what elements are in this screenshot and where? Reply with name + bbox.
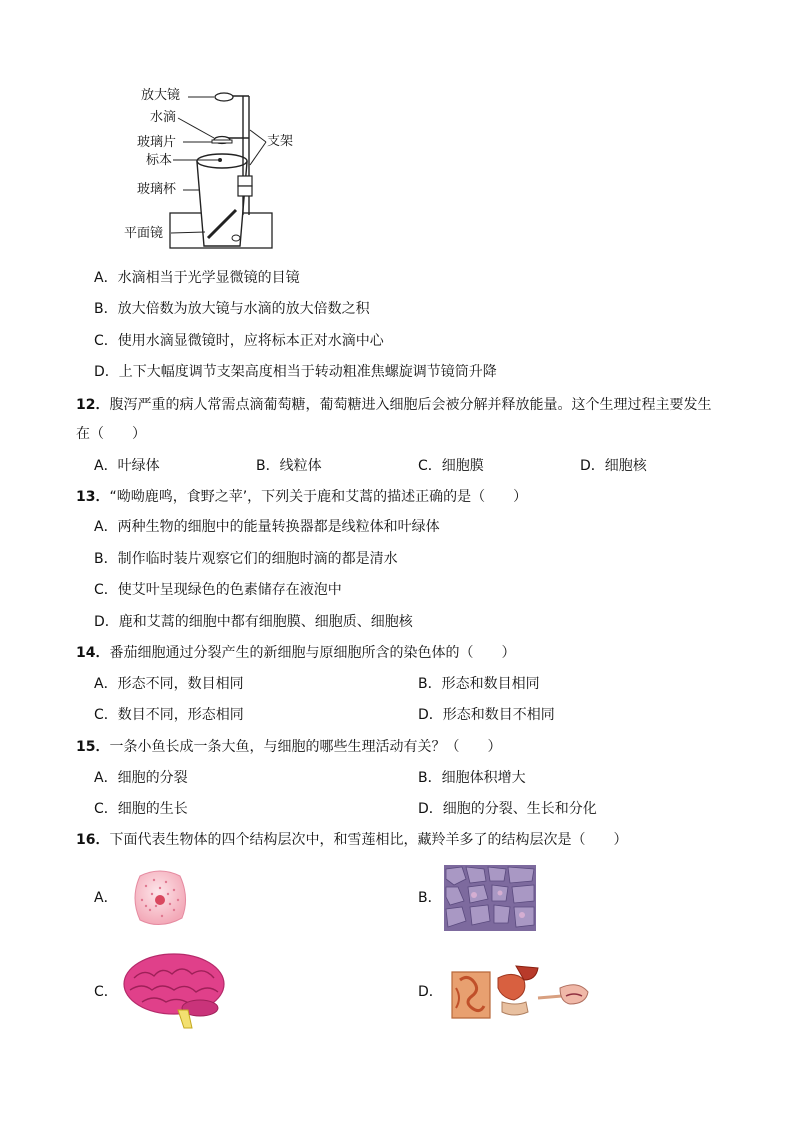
q13-option-d: D．鹿和艾蒿的细胞中都有细胞膜、细胞质、细胞核 bbox=[94, 614, 413, 630]
q16-option-d-label: D． bbox=[418, 984, 443, 1000]
q11-option-a: A．水滴相当于光学显微镜的目镜 bbox=[94, 270, 300, 286]
microscope-diagram bbox=[0, 0, 794, 260]
q12-option-c: C．细胞膜 bbox=[418, 458, 484, 474]
label-specimen: 标本 bbox=[146, 153, 173, 168]
q11-option-d: D．上下大幅度调节支架高度相当于转动粗准焦螺旋调节镜筒升降 bbox=[94, 364, 497, 380]
q13-option-a: A．两种生物的细胞中的能量转换器都是线粒体和叶绿体 bbox=[94, 519, 440, 535]
q14-number: 14． bbox=[76, 645, 110, 661]
label-glass-cup: 玻璃杯 bbox=[137, 182, 177, 197]
q13-stem bbox=[76, 487, 527, 507]
q12-text-line1: 腹泻严重的病人常需点滴葡萄糖，葡萄糖进入细胞后会被分解并释放能量。这个生理过程主要发生 bbox=[109, 397, 712, 413]
q11-option-c: C．使用水滴显微镜时，应将标本正对水滴中心 bbox=[94, 333, 384, 349]
q14-option-d: D．形态和数目不相同 bbox=[418, 707, 555, 723]
cell-image bbox=[128, 866, 192, 930]
q12-option-b: B．线粒体 bbox=[256, 458, 322, 474]
q14-text: 番茄细胞通过分裂产生的新细胞与原细胞所含的染色体的（ ） bbox=[109, 645, 516, 661]
q16-stem bbox=[76, 830, 627, 850]
q13-option-c: C．使艾叶呈现绿色的色素储存在液泡中 bbox=[94, 582, 342, 598]
q16-text: 下面代表生物体的四个结构层次中，和雪莲相比，藏羚羊多了的结构层次是（ ） bbox=[109, 832, 628, 848]
label-stand: 支架 bbox=[267, 134, 294, 149]
tissue-image bbox=[444, 865, 536, 931]
q12-stem-line1 bbox=[76, 395, 711, 415]
q14-option-b: B．形态和数目相同 bbox=[418, 676, 540, 692]
q16-option-c-label: C． bbox=[94, 984, 118, 1000]
q16-option-b-label: B． bbox=[418, 890, 442, 906]
label-glass-slide: 玻璃片 bbox=[137, 135, 177, 150]
q15-option-d: D．细胞的分裂、生长和分化 bbox=[418, 801, 597, 817]
q11-option-b: B．放大倍数为放大镜与水滴的放大倍数之积 bbox=[94, 301, 370, 317]
q13-option-b: B．制作临时装片观察它们的细胞时滴的都是清水 bbox=[94, 551, 398, 567]
q12-number: 12． bbox=[76, 397, 110, 413]
q12-text-line2: 在（ ） bbox=[76, 426, 146, 442]
digestive-system-image bbox=[442, 958, 592, 1028]
label-water-drop: 水滴 bbox=[150, 110, 177, 125]
q13-number: 13． bbox=[76, 489, 110, 505]
q15-stem bbox=[76, 737, 501, 757]
q14-option-a: A．形态不同，数目相同 bbox=[94, 676, 244, 692]
label-magnifier: 放大镜 bbox=[141, 88, 181, 103]
q15-option-b: B．细胞体积增大 bbox=[418, 770, 526, 786]
q15-option-c: C．细胞的生长 bbox=[94, 801, 188, 817]
q13-text: “呦呦鹿鸣，食野之苹’，下列关于鹿和艾蒿的描述正确的是（ ） bbox=[109, 489, 528, 505]
q15-text: 一条小鱼长成一条大鱼，与细胞的哪些生理活动有关？（ ） bbox=[109, 739, 502, 755]
q16-number: 16． bbox=[76, 832, 110, 848]
label-mirror: 平面镜 bbox=[124, 226, 164, 241]
q16-option-a-label: A． bbox=[94, 890, 118, 906]
q14-option-c: C．数目不同，形态相同 bbox=[94, 707, 244, 723]
q12-option-a: A．叶绿体 bbox=[94, 458, 160, 474]
q12-option-d: D．细胞核 bbox=[580, 458, 647, 474]
q14-stem bbox=[76, 643, 515, 663]
q15-number: 15． bbox=[76, 739, 110, 755]
q15-option-a: A．细胞的分裂 bbox=[94, 770, 188, 786]
brain-image bbox=[118, 948, 228, 1030]
